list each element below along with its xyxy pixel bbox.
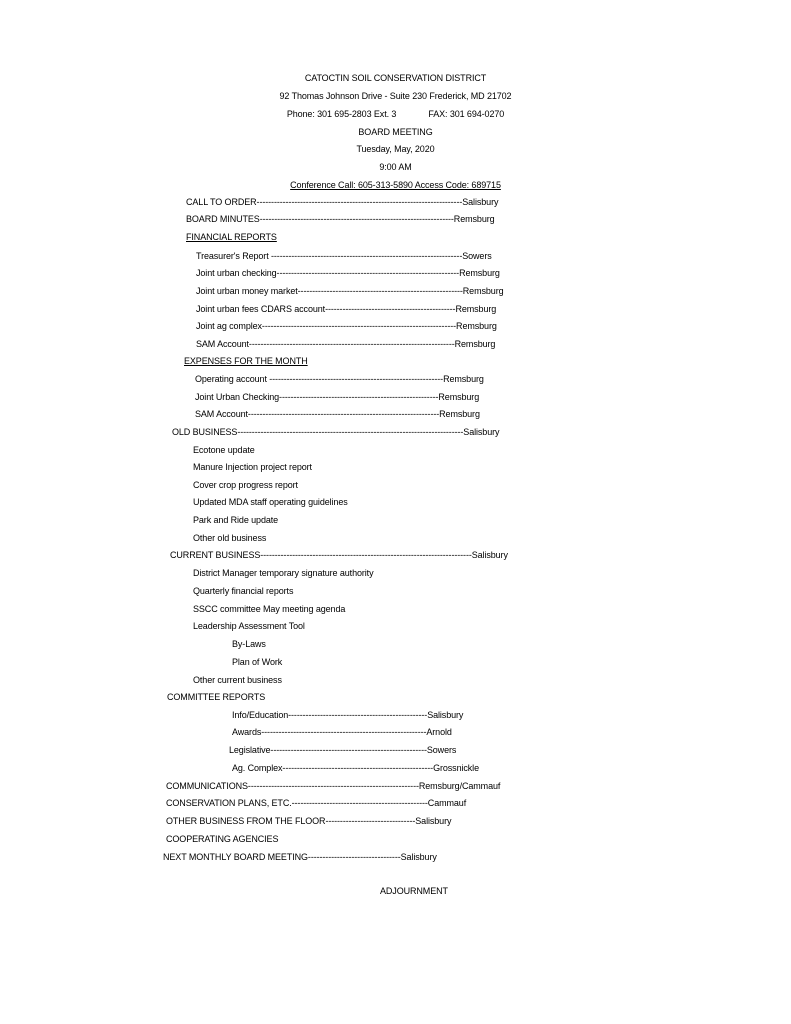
agenda-adjournment: ADJOURNMENT bbox=[380, 886, 448, 896]
agenda-joint-urban-fees: Joint urban fees CDARS account---------------------------------------------Remsburg bbox=[196, 304, 497, 314]
agenda-call-to-order: CALL TO ORDER-----------------------------------------------------------------------Salisbury bbox=[186, 197, 499, 207]
contact-line bbox=[0, 109, 791, 119]
agenda-financial-reports: FINANCIAL REPORTS bbox=[186, 232, 277, 242]
list-item: Quarterly financial reports bbox=[193, 586, 294, 596]
agenda-joint-urban-money-market: Joint urban money market---------------------------------------------------------Remsburg bbox=[196, 286, 504, 296]
conference-call: Conference Call: 605-313-5890 Access Code: 689715 bbox=[290, 180, 501, 190]
meeting-date: Tuesday, May, 2020 bbox=[356, 144, 435, 154]
list-item: Park and Ride update bbox=[193, 515, 279, 525]
agenda-committee-reports: COMMITTEE REPORTS bbox=[167, 692, 266, 702]
agenda-sam-account-financial: SAM Account-----------------------------------------------------------------------Remsburg bbox=[196, 339, 496, 349]
list-item: Ecotone update bbox=[193, 445, 255, 455]
phone: Phone: 301 695-2803 Ext. 3 bbox=[286, 109, 397, 119]
list-item: District Manager temporary signature authority bbox=[193, 568, 374, 578]
list-item: Manure Injection project report bbox=[193, 462, 312, 472]
meeting-time: 9:00 AM bbox=[379, 162, 412, 172]
agenda-conservation-plans: CONSERVATION PLANS, ETC.-----------------------------------------------Cammauf bbox=[166, 798, 467, 808]
committee-info-education: Info/Education------------------------------------------------Salisbury bbox=[232, 710, 464, 720]
list-item: Other old business bbox=[193, 533, 267, 543]
agenda-expenses: EXPENSES FOR THE MONTH bbox=[184, 356, 308, 366]
agenda-communications: COMMUNICATIONS-----------------------------------------------------------Remsburg/Cammauf bbox=[166, 781, 501, 791]
agenda-joint-ag-complex: Joint ag complex-------------------------------------------------------------------Remsburg bbox=[196, 321, 497, 331]
list-item: Updated MDA staff operating guidelines bbox=[193, 497, 348, 507]
list-item: Leadership Assessment Tool bbox=[193, 621, 305, 631]
agenda-other-business-floor: OTHER BUSINESS FROM THE FLOOR-------------------------------Salisbury bbox=[166, 816, 452, 826]
committee-awards: Awards---------------------------------------------------------Arnold bbox=[232, 727, 452, 737]
fax: FAX: 301 694-0270 bbox=[428, 109, 505, 119]
org-name: CATOCTIN SOIL CONSERVATION DISTRICT bbox=[304, 73, 487, 83]
list-item: Cover crop progress report bbox=[193, 480, 298, 490]
list-item: SSCC committee May meeting agenda bbox=[193, 604, 346, 614]
committee-legislative: Legislative------------------------------------------------------Sowers bbox=[229, 745, 457, 755]
list-item-bylaws: By-Laws bbox=[232, 639, 266, 649]
agenda-cooperating-agencies: COOPERATING AGENCIES bbox=[166, 834, 279, 844]
agenda-joint-urban-checking: Joint urban checking---------------------------------------------------------------Remsburg bbox=[196, 268, 500, 278]
agenda-operating-account: Operating account ------------------------------------------------------------Remsburg bbox=[195, 374, 484, 384]
list-item: Other current business bbox=[193, 675, 282, 685]
list-item-plan-of-work: Plan of Work bbox=[232, 657, 283, 667]
agenda-joint-urban-checking-expenses: Joint Urban Checking-------------------------------------------------------Remsburg bbox=[195, 392, 480, 402]
agenda-board-minutes: BOARD MINUTES-------------------------------------------------------------------Remsburg bbox=[186, 214, 495, 224]
address: 92 Thomas Johnson Drive - Suite 230 Frederick, MD 21702 bbox=[279, 91, 512, 101]
agenda-treasurers-report: Treasurer's Report ------------------------------------------------------------------Sowers bbox=[196, 251, 492, 261]
agenda-sam-account-expenses: SAM Account------------------------------------------------------------------Remsburg bbox=[195, 409, 480, 419]
committee-ag-complex: Ag. Complex----------------------------------------------------Grossnickle bbox=[232, 763, 479, 773]
agenda-old-business: OLD BUSINESS------------------------------------------------------------------------------Salisbury bbox=[172, 427, 500, 437]
meeting-title: BOARD MEETING bbox=[358, 127, 433, 137]
agenda-current-business: CURRENT BUSINESS-------------------------------------------------------------------------Salisbury bbox=[170, 550, 508, 560]
agenda-next-meeting: NEXT MONTHLY BOARD MEETING--------------------------------Salisbury bbox=[163, 852, 437, 862]
